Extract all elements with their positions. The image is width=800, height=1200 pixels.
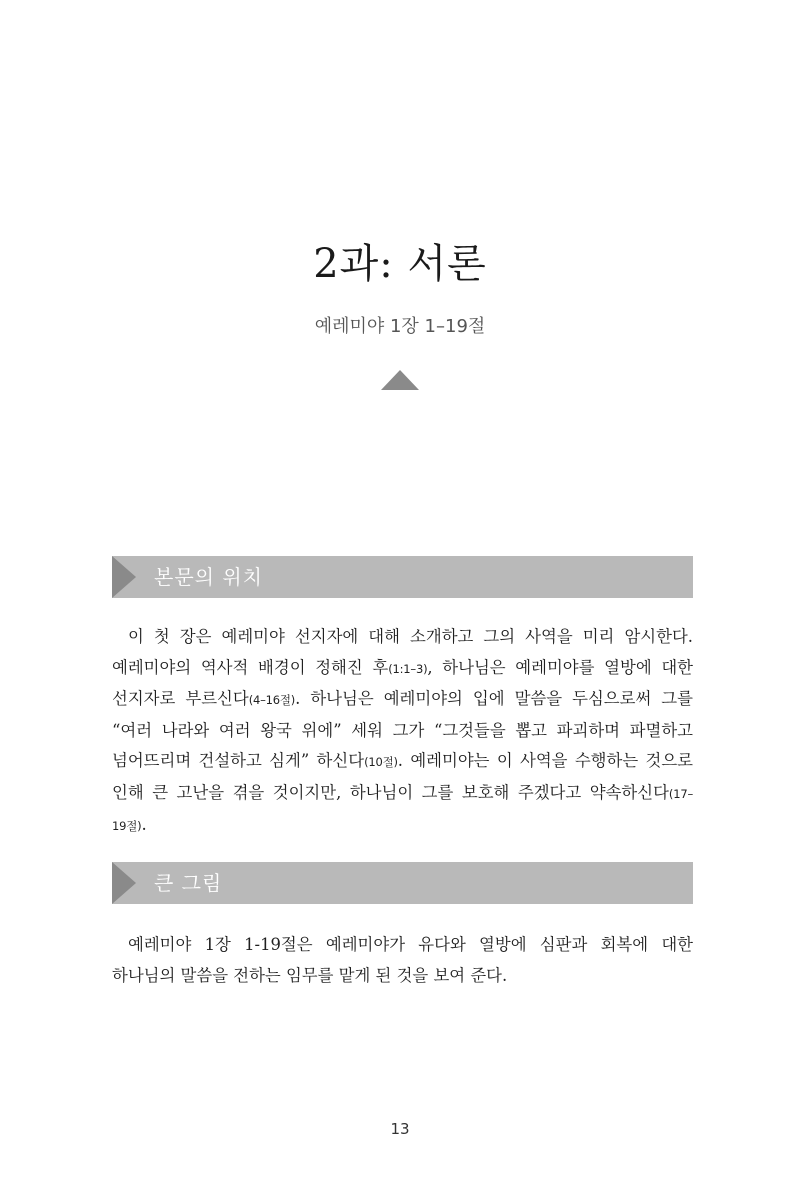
section-heading: 큰 그림 [154, 871, 223, 895]
page-number: 13 [390, 1120, 410, 1138]
page-subtitle: 예레미야 1장 1–19절 [314, 316, 486, 337]
paragraph-text: . [141, 814, 147, 834]
page-title: 2과: 서론 [313, 241, 487, 287]
verse-reference: (10절) [364, 755, 398, 770]
arrow-right-icon [112, 862, 136, 904]
paragraph-text: . 예레미야는 이 사역을 수행하는 것으로 인해 큰 고난을 겪을 것이지만, 하나님이 그를 보호해 주겠다고 약속하신다 [112, 751, 693, 802]
paragraph-text: 예레미야 1장 1-19절은 예레미야가 유다와 열방에 심판과 회복에 대한 하나님의 말씀을 전하는 임무를 맡게 된 것을 보여 준다. [112, 935, 693, 985]
paragraph-text: 이 첫 장은 예레미야 선지자에 대해 소개하고 그의 사역을 미리 암시한다. 예레미야의 역사적 배경이 정해진 후 [112, 627, 693, 677]
triangle-ornament-icon [381, 370, 419, 390]
section-header-location [112, 556, 693, 598]
verse-reference: (4–16절) [248, 693, 296, 708]
arrow-right-icon [112, 556, 136, 598]
section-paragraph-location [112, 622, 693, 841]
paragraph-text: . 하나님은 예레미야의 입에 말씀을 두심으로써 그를 “여러 나라와 여러 왕국 위에” 세워 그가 “그것들을 뽑고 파괴하며 파멸하고 넘어뜨리며 건설하고 심게” 하신다 [112, 689, 693, 771]
verse-reference: (17–19절) [112, 786, 693, 833]
verse-reference: (1:1–3) [388, 661, 428, 676]
section-header-big-picture [112, 862, 693, 904]
paragraph-text: , 하나님은 예레미야를 열방에 대한 선지자로 부르신다 [112, 657, 693, 709]
section-heading: 본문의 위치 [154, 565, 263, 589]
section-paragraph-big-picture [112, 930, 693, 991]
